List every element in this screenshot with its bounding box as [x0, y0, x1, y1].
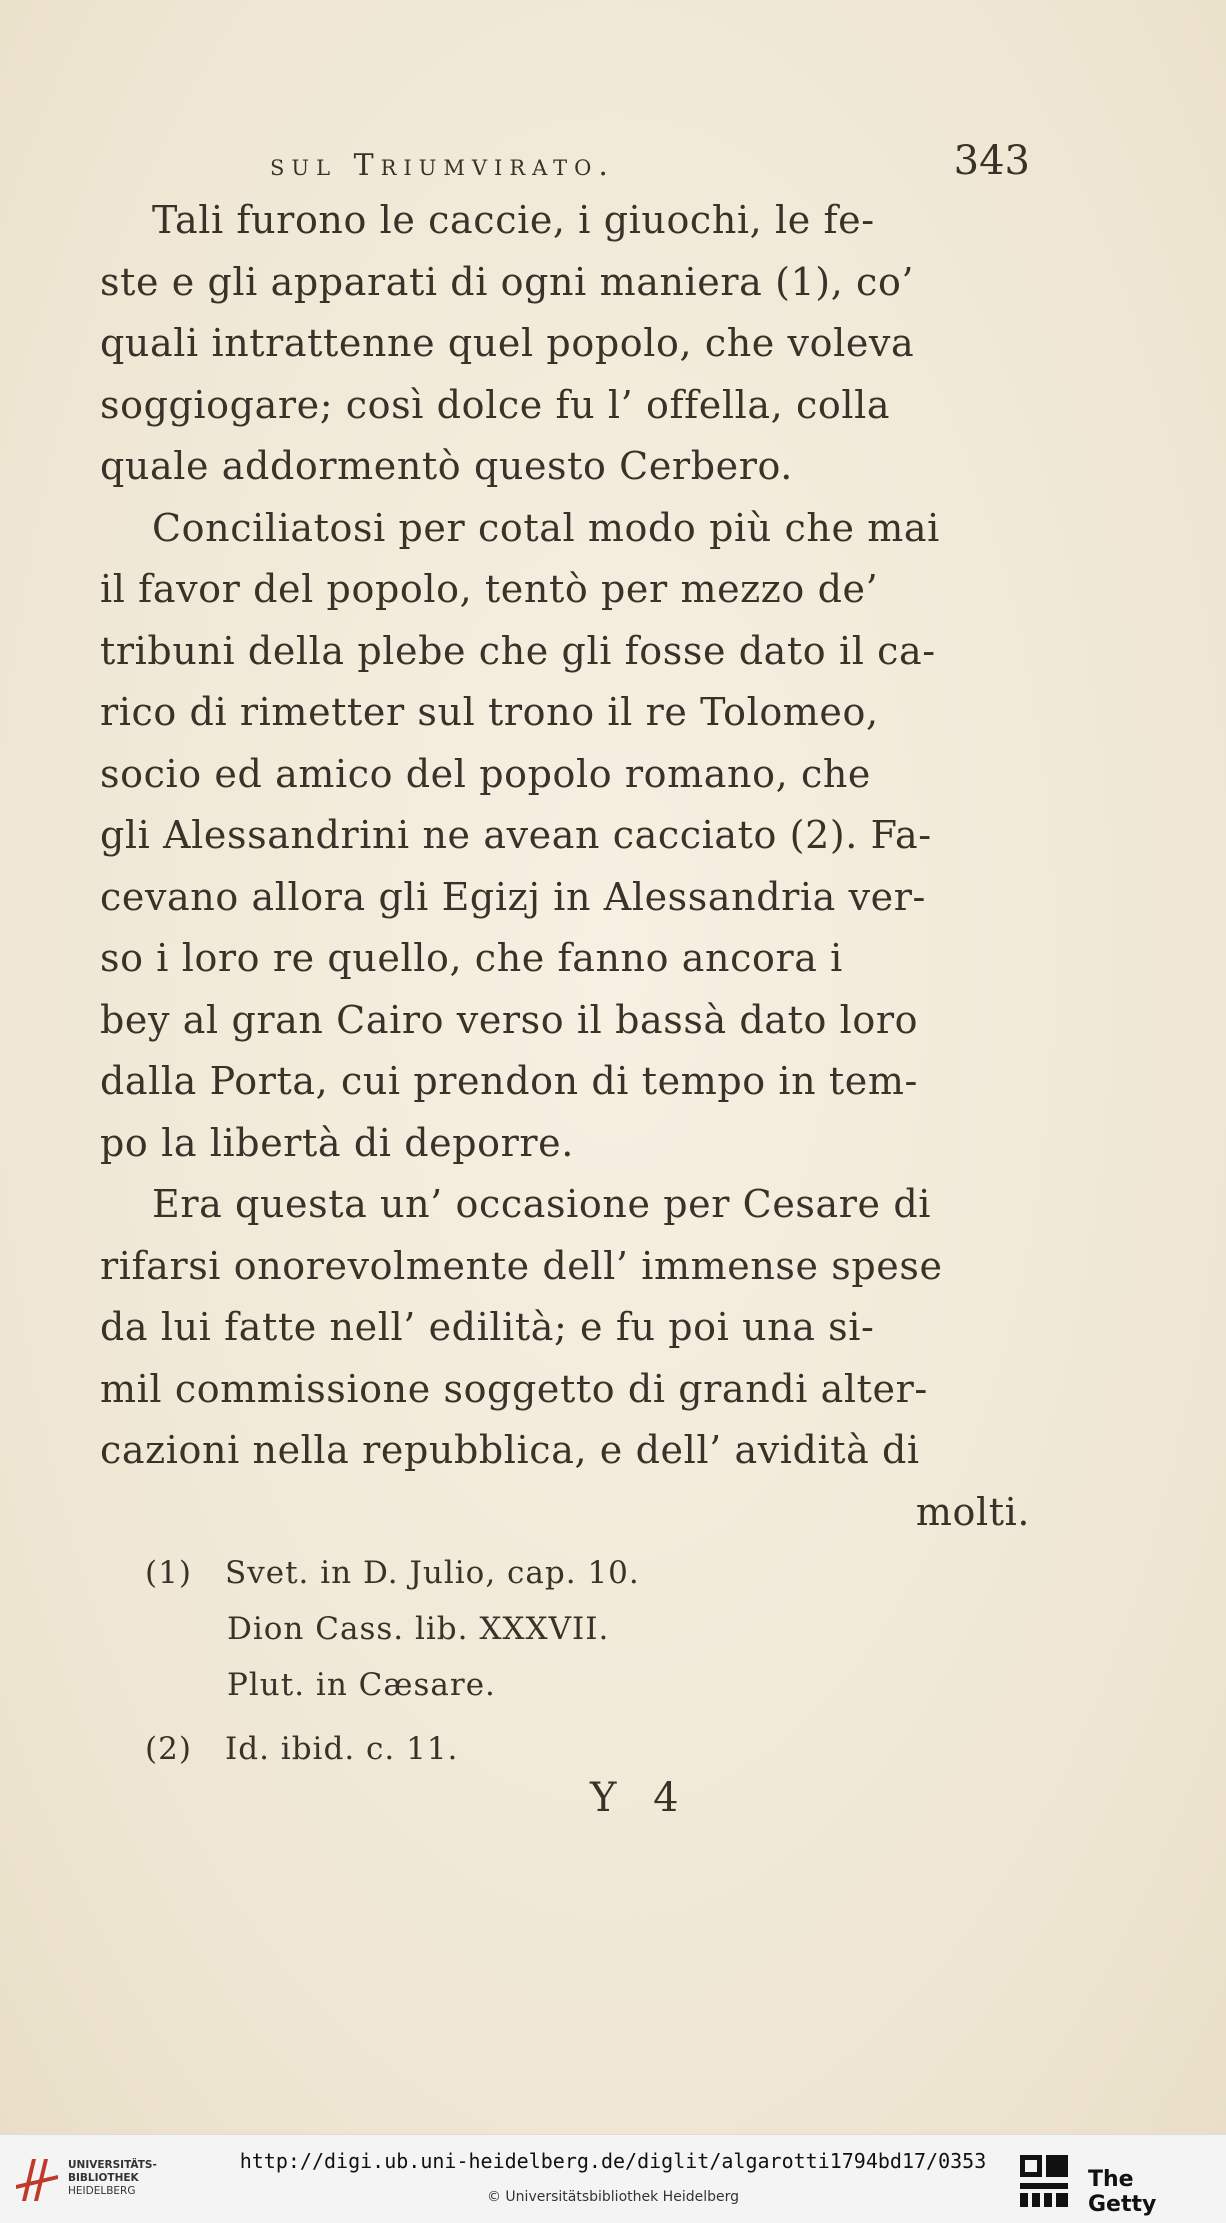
footnote-1: [145, 1545, 1045, 1601]
text-line: soggiogare; così dolce fu l’ offella, colla: [100, 382, 891, 427]
permalink-url[interactable]: http://digi.ub.uni-heidelberg.de/diglit/algarotti1794bd17/0353: [239, 2149, 987, 2173]
text-line: bey al gran Cairo verso il bassà dato loro: [100, 997, 919, 1042]
library-name-line: HEIDELBERG: [68, 2185, 136, 2197]
page-number: 343: [953, 138, 1030, 184]
running-title: sul Triumvirato.: [270, 148, 615, 183]
footnote-text: Plut. in Cæsare.: [227, 1667, 496, 1703]
footnote-text: Id. ibid. c. 11.: [225, 1731, 459, 1767]
library-name-line: UNIVERSITÄTS-: [68, 2159, 157, 2171]
library-name-line: BIBLIOTHEK: [68, 2172, 139, 2184]
text-line: il favor del popolo, tentò per mezzo de’: [100, 567, 879, 611]
text-line: tribuni della plebe che gli fosse dato il ca-: [100, 628, 936, 673]
text-line: quale addormentò questo Cerbero.: [100, 444, 793, 488]
getty-name: The Getty: [1088, 2167, 1157, 2217]
text-line: gli Alessandrini ne avean cacciato (2). Fa-: [100, 813, 932, 857]
signature-mark: Y 4: [590, 1775, 691, 1821]
text-line: rico di rimetter sul trono il re Tolomeo,: [100, 690, 879, 734]
text-line: quali intrattenne quel popolo, che voleva: [100, 321, 915, 365]
body-text: [100, 190, 1030, 1543]
text-line: Tali furono le caccie, i giuochi, le fe-: [152, 198, 875, 242]
text-line: cazioni nella repubblica, e dell’ avidità di: [100, 1428, 920, 1472]
text-line: po la libertà di deporre.: [100, 1120, 574, 1165]
text-line: socio ed amico del popolo romano, che: [100, 751, 871, 796]
getty-mark-icon: [1018, 2153, 1070, 2209]
text-line: cevano allora gli Egizj in Alessandria ver-: [100, 874, 926, 919]
text-line: dalla Porta, cui prendon di tempo in tem-: [100, 1059, 918, 1103]
text-line: mil commissione soggetto di grandi alter-: [100, 1366, 928, 1411]
text-line: ste e gli apparati di ogni maniera (1), co’: [100, 259, 915, 304]
getty-logo[interactable]: [1018, 2153, 1208, 2217]
text-line: Era questa un’ occasione per Cesare di: [152, 1182, 931, 1226]
viewer-footer: [0, 2134, 1226, 2223]
footnote-2: [145, 1721, 1045, 1777]
footnote-marker: (1): [145, 1555, 192, 1591]
page-header: [270, 138, 1030, 186]
catchword: molti.: [915, 1489, 1030, 1534]
text-line: da lui fatte nell’ edilità; e fu poi una si-: [100, 1305, 875, 1349]
text-line: so i loro re quello, che fanno ancora i: [100, 936, 843, 980]
text-line: rifarsi onorevolmente dell’ immense spese: [100, 1243, 943, 1288]
footnotes: [145, 1545, 1045, 1777]
footnote-text: Dion Cass. lib. XXXVII.: [227, 1611, 610, 1647]
copyright-notice: © Universitätsbibliothek Heidelberg: [486, 2189, 739, 2205]
footnote-text: Svet. in D. Julio, cap. 10.: [225, 1555, 640, 1591]
text-line: Conciliatosi per cotal modo più che mai: [152, 505, 940, 550]
footnote-marker: (2): [145, 1731, 192, 1767]
